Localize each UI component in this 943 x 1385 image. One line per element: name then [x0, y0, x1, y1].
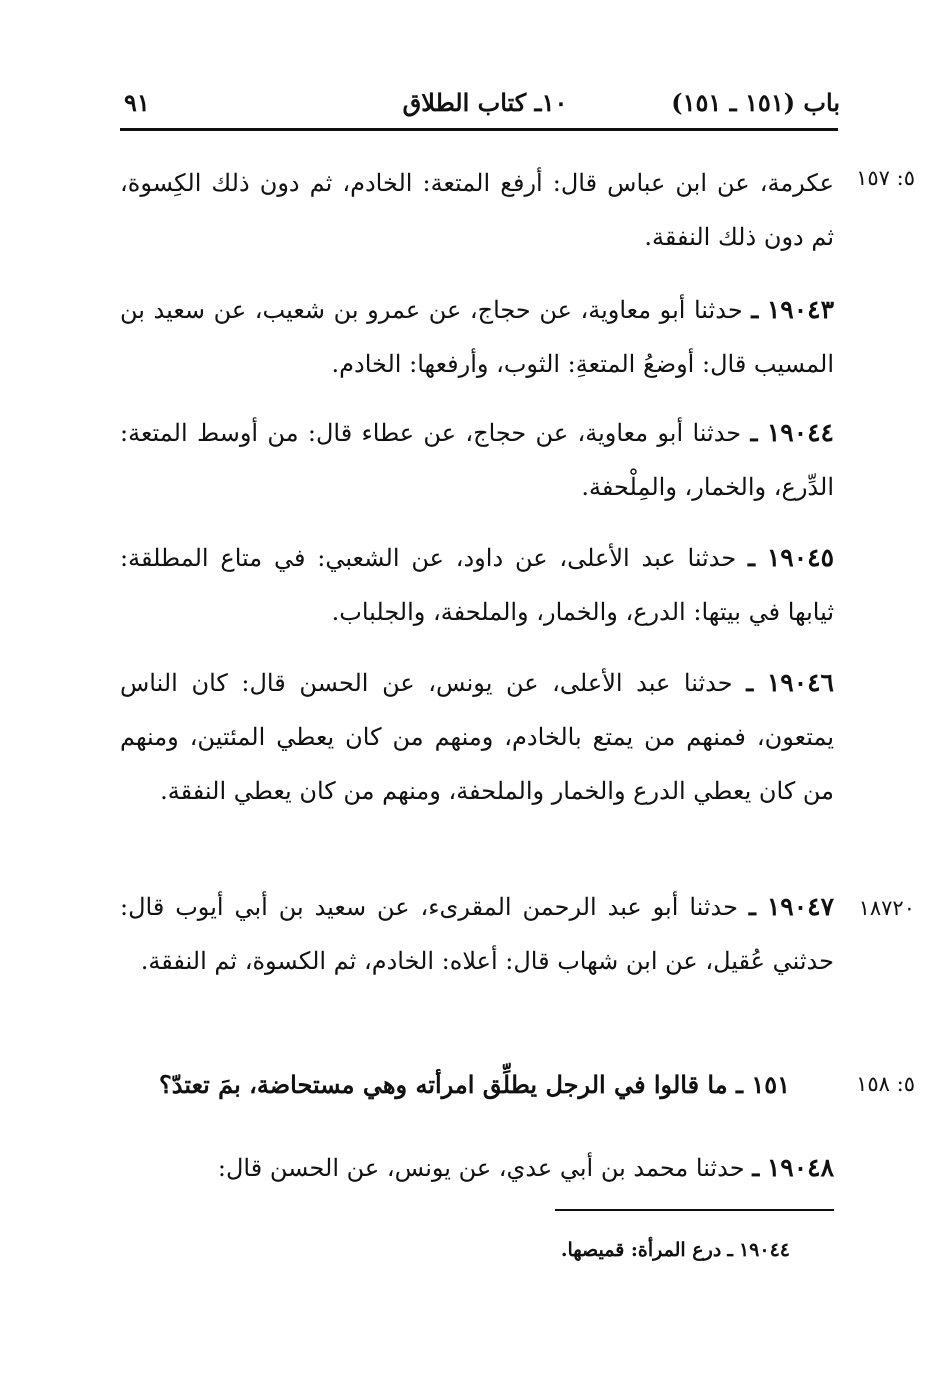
- footnote-divider: [555, 1209, 834, 1211]
- hadith-entry-19048: [120, 1141, 834, 1195]
- page-number: ٩١: [124, 88, 150, 117]
- hadith-number: ١٩٠٤٨: [766, 1153, 834, 1182]
- hadith-entry-19044: [120, 406, 834, 514]
- hadith-text: حدثنا أبو معاوية، عن حجاج، عن عطاء قال: من أوسط المتعة: الدِّرع، والخمار، والمِلْحفة.: [120, 419, 834, 501]
- number-separator: ـ: [735, 1070, 743, 1099]
- hadith-text: حدثنا أبو عبد الرحمن المقرىء، عن سعيد بن أبي أيوب قال: حدثني عُقيل، عن ابن شهاب قال: أعلاه: الخادم، ثم الكسوة، ثم النفقة.: [120, 893, 834, 975]
- hadith-number: ١٩٠٤٣: [766, 295, 834, 324]
- hadith-text: حدثنا محمد بن أبي عدي، عن يونس، عن الحسن قال:: [217, 1154, 745, 1182]
- number-separator: ـ: [748, 543, 756, 572]
- chapter-title-text: ما قالوا في الرجل يطلِّق امرأته وهي مستحاضة، بمَ تعتدّ؟: [158, 1070, 728, 1099]
- chapter-number: ١٥١: [751, 1070, 790, 1099]
- hadith-number: ١٩٠٤٦: [766, 668, 834, 697]
- margin-reference: ١٨٧٢٠: [858, 896, 915, 920]
- hadith-text: حدثنا عبد الأعلى، عن يونس، عن الحسن قال: كان الناس يمتعون، فمنهم من يمتع بالخادم، ومنهم من كان يعطي المئتين، ومنهم من كان يعطي الدرع والخمار والملحفة، ومنهم من كان يعطي النفقة.: [120, 669, 834, 805]
- number-separator: ـ: [750, 418, 758, 447]
- hadith-text: حدثنا أبو معاوية، عن حجاج، عن عمرو بن شعيب، عن سعيد بن المسيب قال: أوضعُ المتعةِ: الثوب، وأرفعها: الخادم.: [120, 296, 834, 378]
- number-separator: ـ: [751, 295, 759, 324]
- hadith-entry-19046: [120, 656, 834, 818]
- header-divider: [120, 128, 838, 131]
- hadith-number: ١٩٠٤٧: [766, 892, 835, 921]
- hadith-entry-19043: [120, 283, 834, 391]
- hadith-text: حدثنا عبد الأعلى، عن داود، عن الشعبي: في متاع المطلقة: ثيابها في بيتها: الدرع، والخمار، والملحفة، والجلباب.: [120, 544, 834, 626]
- footnote: [420, 1232, 790, 1268]
- number-separator: ـ: [748, 892, 756, 921]
- hadith-entry-19045: [120, 531, 834, 639]
- footnote-number: ١٩٠٤٤: [738, 1239, 790, 1261]
- hadith-entry-19047: [120, 880, 834, 988]
- chapter-heading: [120, 1058, 790, 1112]
- header-chapter-range: باب (١٥١ ـ ١٥١): [671, 88, 840, 117]
- number-separator: ـ: [746, 668, 754, 697]
- margin-reference: ٥: ١٥٧: [856, 166, 915, 190]
- footnote-text: درع المرأة: قميصها.: [560, 1239, 722, 1261]
- margin-reference: ٥: ١٥٨: [856, 1072, 915, 1096]
- running-header: [120, 80, 840, 122]
- paragraph-continuation: [120, 156, 834, 264]
- hadith-number: ١٩٠٤٤: [766, 418, 834, 447]
- number-separator: ـ: [752, 1153, 760, 1182]
- paragraph-text: عكرمة، عن ابن عباس قال: أرفع المتعة: الخادم، ثم دون ذلك الكِسوة، ثم دون ذلك النفقة.: [120, 169, 834, 251]
- number-separator: ـ: [727, 1239, 733, 1261]
- hadith-number: ١٩٠٤٥: [766, 543, 834, 572]
- header-book-title: ١٠ـ كتاب الطلاق: [402, 88, 568, 117]
